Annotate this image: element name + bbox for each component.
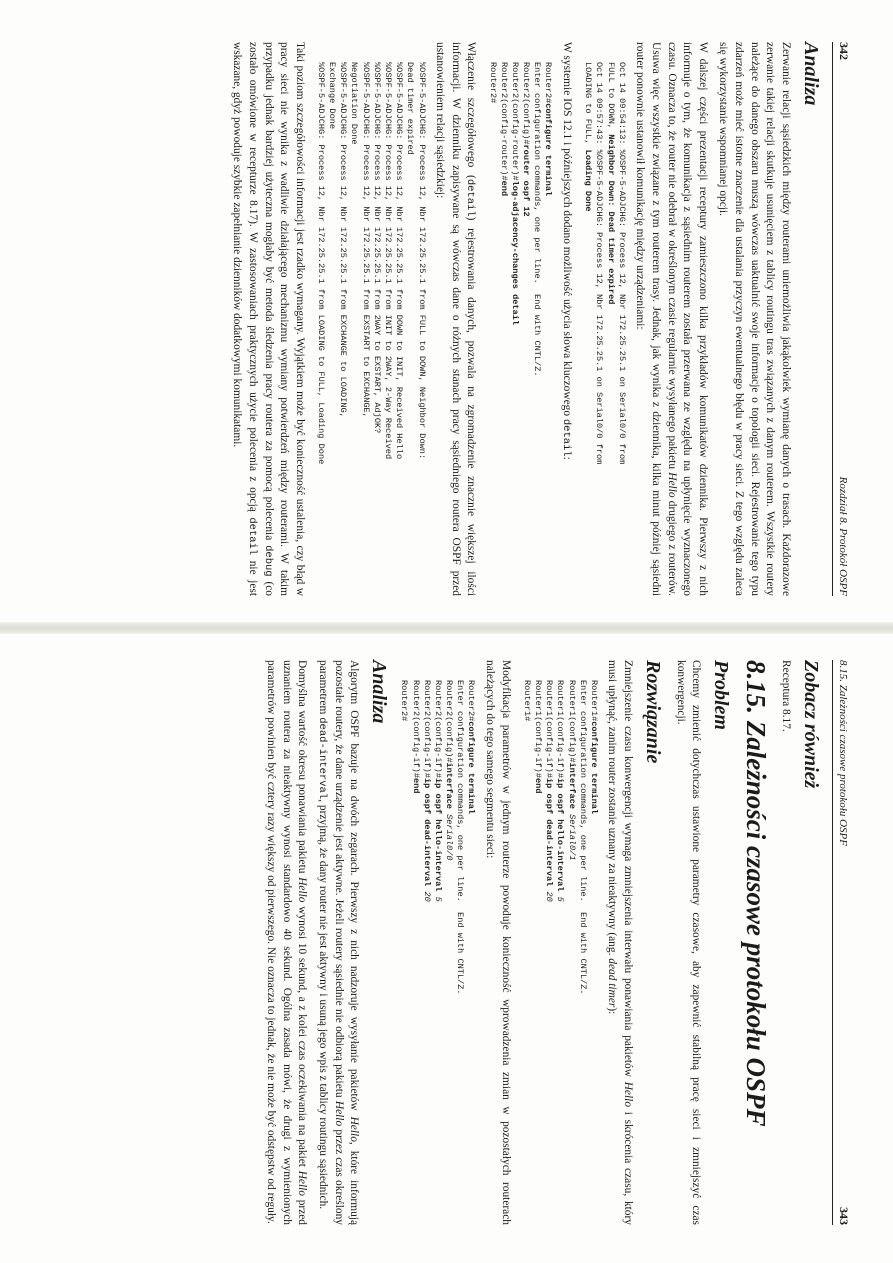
paragraph: Zerwanie relacji sąsiedzkich między routerami uniemożliwia jakąkolwiek wymianę danych o trasach. Każdorazowe zerwanie takiej relacji skutkuje usunięciem z tablicy routingu tras związanych z danym routerem. Wszystkie routery należące do danego obszaru muszą wówczas uaktualnić swoje informacje o topologii sieci. Rejestrowanie tego typu zdarzeń może mieć istotne znaczenie dla ustalania przyczyn ewentualnego błędu w pracy sieci. Z tego względu zaleca się wykorzystanie wspomnianej opcji. xyxy=(717,42,792,596)
code-block-config: Router2#configure terminal Enter configuration commands, one per line. End with CNTL/Z. Router2(config)#router ospf 12 Router2(config-router)#log-adjacency-changes detail Router2(config-router)#end Router2# xyxy=(487,62,554,377)
page-342 xyxy=(0,0,893,622)
paragraph: Zmniejszenie czasu konwergencji wymaga zmniejszenia interwału ponawiania pakietów Hello i skrócenia czasu, który musi upłynąć, zanim router zostanie uznany za nieaktywny (ang. dead timer): xyxy=(606,660,635,1225)
see-also-text: Receptura 8.17. xyxy=(780,660,792,732)
page-number: 343 xyxy=(837,1207,851,1225)
section-heading-solution: Rozwiązanie xyxy=(642,660,665,764)
page-number: 342 xyxy=(837,42,851,60)
paragraph: Taki poziom szczegółowości informacji jest rzadko wymagany. Wyjątkiem może być konieczność ustalenia, czy błąd w pracy sieci nie wynika z wadliwie działającego mechanizmu wymiany potwierdzeń między routerami. W takim przypadku jednak bardziej użyteczna mogłaby być metoda śledzenia pracy routera za pomocą polecenia debug (co zostało omówione w recepturze 8.17). W zastosowaniach praktycznych użycie polecenia z opcją detail nie jest wskazane, gdyż powoduje szybkie zapełnianie dzienników dodatkowymi komunikatami. xyxy=(231,42,306,596)
running-head-title: Rozdział 8. Protokół OSPF xyxy=(837,476,849,596)
code-block-router2: Router2#configure terminal Enter configuration commands, one per line. End with CNTL/Z. Router2(config)#interface Serial0/0 Router2(config-if)#ip ospf hello-interval 5 Router2(config-if)#ip ospf dead-interval 20 Router2(config-if)#end Router2# xyxy=(399,680,477,995)
section-heading-see-also: Zobacz również xyxy=(800,660,822,789)
code-block-detail-log: %OSPF-5-ADJCHG: Process 12, Nbr 172.25.25.1 from FULL to DOWN, Neighbor Down: Dead timer expired %OSPF-5-ADJCHG: Process 12, Nbr 172.25.25.1 from DOWN to INIT, Received Hello %OSPF-5-ADJCHG: Process 12, Nbr 172.25.25.1 from INIT to 2WAY, 2-Way Received %OSPF-5-ADJCHG: Process 12, Nbr 172.25.25.1 from 2WAY to EXSTART, AdjOK? %OSPF-5-ADJCHG: Process 12, Nbr 172.25.25.1 from EXSTART to EXCHANGE, Negotiation Done %OSPF-5-ADJCHG: Process 12, Nbr 172.25.25.1 from EXCHANGE to LOADING, Exchange Done %OSPF-5-ADJCHG: Process 12, Nbr 172.25.25.1 from LOADING to FULL, Loading Done xyxy=(315,62,427,465)
code-block-router1: Router1#configure terminal Enter configuration commands, one per line. End with CNTL/Z. Router1(config)#interface Serial0/1 Router1(config-if)#ip ospf hello-interval 5 Router1(config-if)#ip ospf dead-interval 20 Router1(config-if)#end Router1# xyxy=(521,680,599,995)
code-block-log: Oct 14 09:54:13: %OSPF-5-ADJCHG: Process 12, Nbr 172.25.25.1 on Serial0/0 from FULL to DOWN, Neighbor Down: Dead timer expired Oct 14 09:57:43: %OSPF-5-ADJCHG: Process 12, Nbr 172.25.25.1 on Serial0/0 from LOADING to FULL, Loading Done xyxy=(583,62,627,465)
section-heading-analiza: Analiza xyxy=(368,660,391,724)
paragraph: Domyślna wartość okresu ponawiania pakietu Hello wynosi 10 sekund, a z kolei czas oczekiwania na pakiet Hello przed uznaniem routera za nieaktywny wynosi standardowo 40 sekund. Ogólna zasada mówi, że drugi z wymienionych parametrów powinien być cztery razy większy od pierwszego. Nie oznacza to jednak, że nie może być odstępstw od reguły. xyxy=(265,660,309,1226)
paragraph: W systemie IOS 12.1 i późniejszych dodano możliwość użycia słowa kluczowego detail: xyxy=(560,42,574,460)
running-head-title: 8.15. Zależności czasowe protokołu OSPF xyxy=(837,660,849,846)
paragraph: Chcemy zmienić dotychczas ustawione parametry czasowe, aby zapewnić stabilną pracę sieci i zmniejszyć czas konwergencji. xyxy=(674,660,703,1225)
paragraph: Algorytm OSPF bazuje na dwóch zegarach. Pierwszy z nich nadzoruje wysyłanie pakietów Hello, które informują pozostałe routery, że dane urządzenie jest aktywne. Jeżeli routery sąsiednie nie odbiorą pakietu Hello przez czas określony parametrem dead-interval, przyjmą, że dany router nie jest aktywny i usuną jego wpis z tablicy routingu sąsiednich. xyxy=(315,660,361,1225)
page-343 xyxy=(0,634,893,1263)
section-heading-problem: Problem xyxy=(710,660,733,730)
running-head-left xyxy=(832,42,851,596)
paragraph: Włączenie szczegółowego (detail) rejestrowania danych, pozwala na zgromadzenie znacznie większej ilości informacji. W dzienniku zapisywane są wówczas dane o różnych stanach pracy sąsiedniego routera OSPF przed ustanowieniem relacji sąsiedzkiej: xyxy=(434,42,478,596)
paragraph: Modyfikacja parametrów w jednym routerze powoduje konieczność wprowadzenia zmian w pozostałych routerach należących do tego samego segmentu sieci: xyxy=(484,660,512,1225)
running-head-right xyxy=(832,660,851,1225)
section-heading-analiza: Analiza xyxy=(800,42,822,106)
chapter-title: 8.15. Zależności czasowe protokołu OSPF xyxy=(741,660,772,1127)
paragraph: W dalszej części prezentacji receptury zamieszczono kilka przykładów komunikatów dziennika. Pierwszy z nich informuje o tym, że komunikacja z sąsiednim routerem została przerwana ze względu na upłynięcie wyznaczonego czasu. Oznacza to, że router nie odebrał w określonym czasie regularnie wysyłanego pakietu Hello drugiego z routerów. Usuwa więc wszystkie związane z tym routerem trasy. Jednak, jak wynika z dziennika, kilka minut później sąsiedni router ponownie ustanowił komunikację między urządzeniami: xyxy=(634,42,709,596)
book-gutter xyxy=(0,622,893,634)
